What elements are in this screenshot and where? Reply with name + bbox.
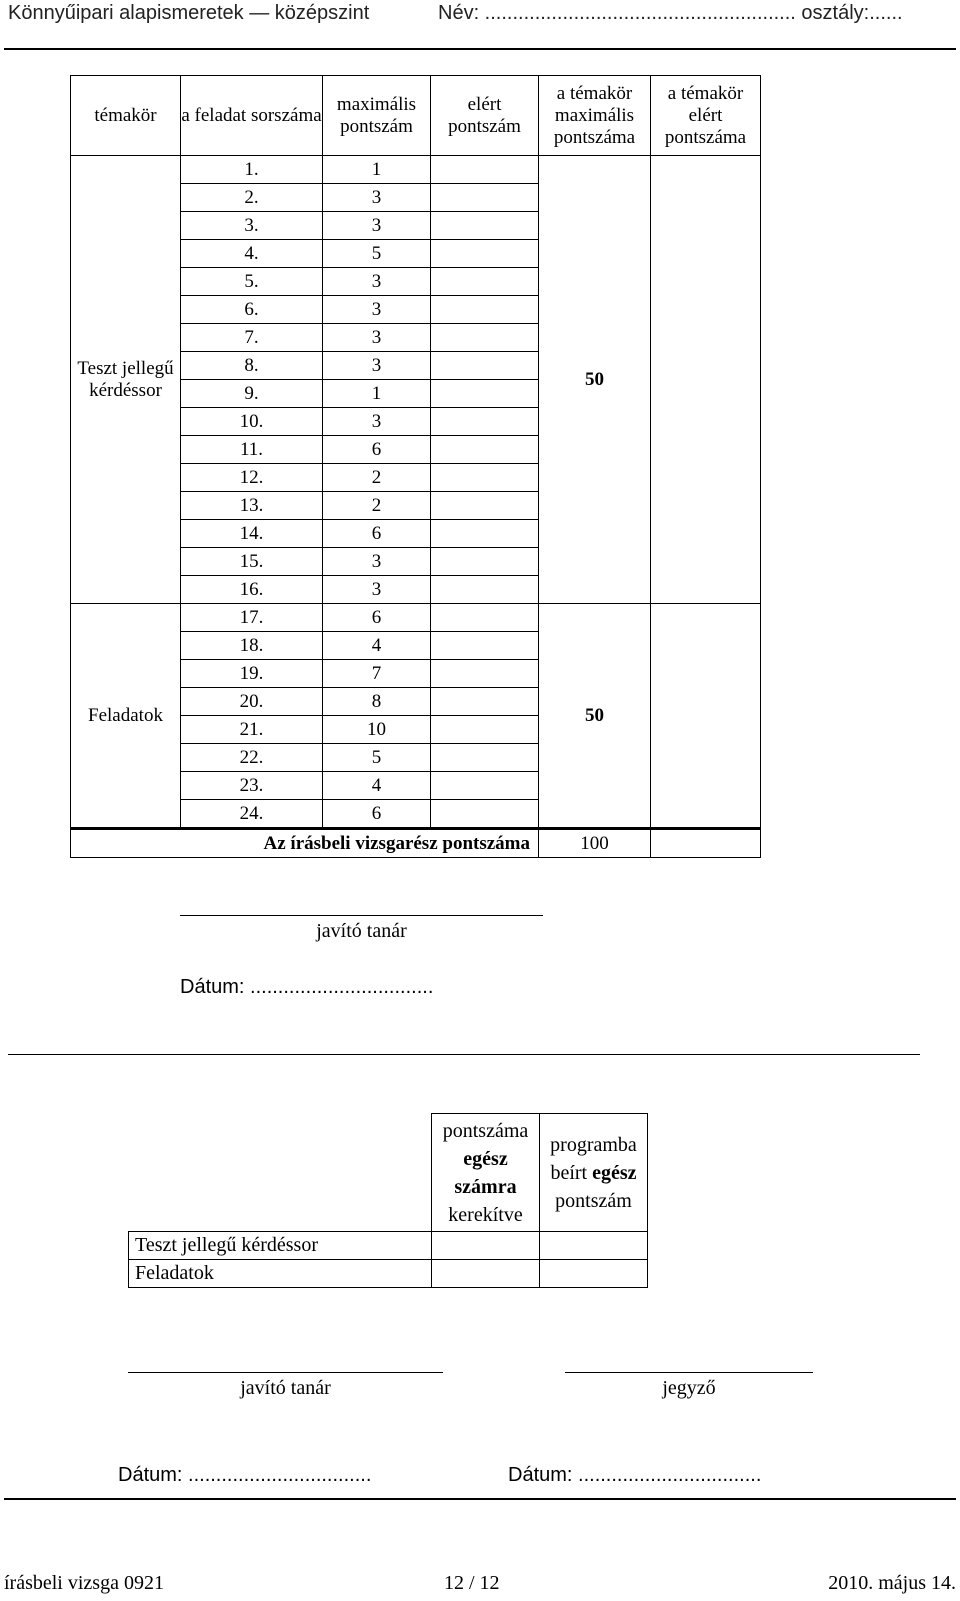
summary-header-entered-line1: programba bbox=[550, 1133, 637, 1156]
score-table bbox=[70, 75, 761, 858]
summary-cell-tasks-entered[interactable] bbox=[540, 1260, 648, 1288]
summary-cell-test-rounded[interactable] bbox=[432, 1232, 540, 1260]
header-topic-max: a témakör maximális pontszáma bbox=[539, 76, 651, 156]
task-achieved-points[interactable] bbox=[431, 240, 539, 268]
task-max-points: 6 bbox=[323, 436, 431, 464]
footer-page: 12 / 12 bbox=[444, 1572, 500, 1594]
header-name-class: Név: ........................................................ osztály:...... bbox=[438, 2, 903, 24]
date-field-1[interactable]: Dátum: ................................. bbox=[180, 976, 434, 998]
task-max-points: 1 bbox=[323, 156, 431, 184]
task-achieved-points[interactable] bbox=[431, 352, 539, 380]
task-number: 1. bbox=[181, 156, 323, 184]
section-divider bbox=[8, 1054, 920, 1055]
header-topic-achieved: a témakör elért pontszáma bbox=[651, 76, 761, 156]
topic-achieved-points[interactable] bbox=[651, 156, 761, 604]
summary-cell-test-entered[interactable] bbox=[540, 1232, 648, 1260]
task-number: 5. bbox=[181, 268, 323, 296]
summary-header-rounded-line1: pontszáma bbox=[442, 1119, 529, 1142]
task-achieved-points[interactable] bbox=[431, 548, 539, 576]
task-number: 4. bbox=[181, 240, 323, 268]
summary-header-rounded-line2: egész bbox=[463, 1147, 508, 1170]
score-rows bbox=[71, 156, 761, 829]
topic-max-points: 50 bbox=[539, 604, 651, 829]
task-max-points: 3 bbox=[323, 352, 431, 380]
header-topic: témakör bbox=[71, 76, 181, 156]
task-number: 15. bbox=[181, 548, 323, 576]
header-rule bbox=[4, 48, 956, 50]
task-achieved-points[interactable] bbox=[431, 744, 539, 772]
summary-header-entered bbox=[540, 1114, 648, 1232]
task-achieved-points[interactable] bbox=[431, 296, 539, 324]
task-achieved-points[interactable] bbox=[431, 520, 539, 548]
task-achieved-points[interactable] bbox=[431, 632, 539, 660]
task-number: 14. bbox=[181, 520, 323, 548]
summary-row-label-test: Teszt jellegű kérdéssor bbox=[129, 1232, 432, 1260]
table-row bbox=[71, 604, 761, 632]
task-achieved-points[interactable] bbox=[431, 800, 539, 829]
task-number: 24. bbox=[181, 800, 323, 829]
task-number: 23. bbox=[181, 772, 323, 800]
task-achieved-points[interactable] bbox=[431, 408, 539, 436]
task-max-points: 3 bbox=[323, 296, 431, 324]
task-number: 17. bbox=[181, 604, 323, 632]
task-achieved-points[interactable] bbox=[431, 464, 539, 492]
topic-achieved-points[interactable] bbox=[651, 604, 761, 829]
task-achieved-points[interactable] bbox=[431, 156, 539, 184]
task-max-points: 8 bbox=[323, 688, 431, 716]
header-max-points: maximális pontszám bbox=[323, 76, 431, 156]
summary-header-entered-line3: pontszám bbox=[555, 1189, 632, 1212]
header-task-number: a feladat sorszáma bbox=[181, 76, 323, 156]
signature-line-teacher-2 bbox=[128, 1372, 443, 1373]
task-max-points: 2 bbox=[323, 492, 431, 520]
task-max-points: 3 bbox=[323, 324, 431, 352]
topic-name: Teszt jellegű kérdéssor bbox=[71, 156, 181, 604]
summary-header-entered-line2a: beírt bbox=[550, 1161, 588, 1184]
task-achieved-points[interactable] bbox=[431, 212, 539, 240]
task-max-points: 3 bbox=[323, 212, 431, 240]
task-max-points: 3 bbox=[323, 576, 431, 604]
task-max-points: 6 bbox=[323, 604, 431, 632]
header-subject: Könnyűipari alapismeretek — középszint bbox=[8, 2, 370, 24]
task-max-points: 3 bbox=[323, 184, 431, 212]
task-number: 16. bbox=[181, 576, 323, 604]
total-value: 100 bbox=[539, 829, 651, 858]
signature-label-registrar: jegyző bbox=[662, 1377, 716, 1399]
task-achieved-points[interactable] bbox=[431, 380, 539, 408]
task-achieved-points[interactable] bbox=[431, 716, 539, 744]
signature-line-teacher-1 bbox=[180, 915, 543, 916]
task-number: 3. bbox=[181, 212, 323, 240]
task-number: 21. bbox=[181, 716, 323, 744]
footer-exam: írásbeli vizsga 0921 bbox=[4, 1572, 164, 1594]
date-field-teacher-2[interactable]: Dátum: ................................. bbox=[118, 1464, 372, 1486]
signature-label-teacher-2: javító tanár bbox=[240, 1377, 331, 1399]
page-header bbox=[8, 0, 952, 30]
date-field-registrar[interactable]: Dátum: ................................. bbox=[508, 1464, 762, 1486]
task-max-points: 6 bbox=[323, 520, 431, 548]
total-label: Az írásbeli vizsgarész pontszáma bbox=[71, 829, 539, 858]
task-achieved-points[interactable] bbox=[431, 604, 539, 632]
task-number: 7. bbox=[181, 324, 323, 352]
summary-row-label-tasks: Feladatok bbox=[129, 1260, 432, 1288]
task-achieved-points[interactable] bbox=[431, 492, 539, 520]
task-max-points: 7 bbox=[323, 660, 431, 688]
task-number: 13. bbox=[181, 492, 323, 520]
task-achieved-points[interactable] bbox=[431, 688, 539, 716]
task-achieved-points[interactable] bbox=[431, 324, 539, 352]
task-number: 12. bbox=[181, 464, 323, 492]
task-number: 8. bbox=[181, 352, 323, 380]
task-number: 18. bbox=[181, 632, 323, 660]
task-max-points: 4 bbox=[323, 772, 431, 800]
task-max-points: 6 bbox=[323, 800, 431, 829]
signature-line-registrar bbox=[565, 1372, 813, 1373]
task-max-points: 1 bbox=[323, 380, 431, 408]
summary-header-rounded-line4: kerekítve bbox=[448, 1203, 523, 1226]
task-number: 20. bbox=[181, 688, 323, 716]
task-max-points: 3 bbox=[323, 548, 431, 576]
task-max-points: 3 bbox=[323, 268, 431, 296]
task-achieved-points[interactable] bbox=[431, 772, 539, 800]
task-max-points: 4 bbox=[323, 632, 431, 660]
topic-name: Feladatok bbox=[71, 604, 181, 829]
footer-rule bbox=[4, 1498, 956, 1500]
signature-label-teacher-1: javító tanár bbox=[316, 920, 407, 942]
footer-date: 2010. május 14. bbox=[828, 1572, 956, 1594]
task-number: 10. bbox=[181, 408, 323, 436]
task-number: 2. bbox=[181, 184, 323, 212]
task-max-points: 10 bbox=[323, 716, 431, 744]
task-max-points: 3 bbox=[323, 408, 431, 436]
task-achieved-points[interactable] bbox=[431, 436, 539, 464]
task-achieved-points[interactable] bbox=[431, 660, 539, 688]
task-number: 6. bbox=[181, 296, 323, 324]
task-number: 22. bbox=[181, 744, 323, 772]
task-achieved-points[interactable] bbox=[431, 576, 539, 604]
topic-max-points: 50 bbox=[539, 156, 651, 604]
header-achieved-points: elért pontszám bbox=[431, 76, 539, 156]
task-max-points: 2 bbox=[323, 464, 431, 492]
task-max-points: 5 bbox=[323, 240, 431, 268]
task-achieved-points[interactable] bbox=[431, 184, 539, 212]
summary-header-rounded-line3: számra bbox=[454, 1175, 517, 1198]
summary-cell-tasks-rounded[interactable] bbox=[432, 1260, 540, 1288]
summary-header-rounded bbox=[432, 1114, 540, 1232]
task-number: 19. bbox=[181, 660, 323, 688]
task-max-points: 5 bbox=[323, 744, 431, 772]
total-achieved-cell[interactable] bbox=[651, 829, 761, 858]
summary-header-entered-line2b: egész bbox=[592, 1161, 637, 1184]
task-achieved-points[interactable] bbox=[431, 268, 539, 296]
table-row bbox=[71, 156, 761, 184]
summary-table bbox=[128, 1113, 648, 1288]
task-number: 9. bbox=[181, 380, 323, 408]
task-number: 11. bbox=[181, 436, 323, 464]
